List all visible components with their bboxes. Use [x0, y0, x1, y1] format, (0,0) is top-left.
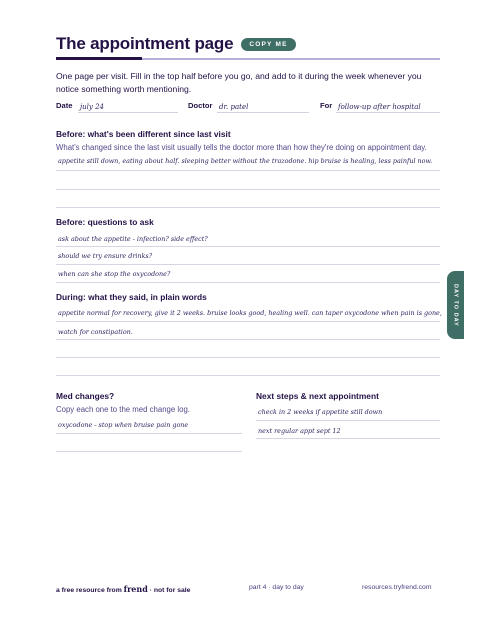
for-field[interactable]: follow-up after hospital	[336, 100, 440, 113]
footer-left	[56, 584, 190, 594]
writing-line	[56, 246, 440, 247]
writing-line	[56, 321, 440, 322]
writing-line	[56, 433, 242, 434]
next-steps-title: Next steps & next appointment	[256, 391, 379, 401]
footer-center: part 4 · day to day	[249, 584, 304, 591]
date-label: Date	[56, 101, 73, 110]
during-entry-2[interactable]: watch for constipation.	[58, 328, 133, 336]
brand-logo: frend	[123, 584, 148, 594]
changed-entry-1[interactable]: appetite still down, eating about half. sleeping better without the trazodone. hip bruise is healing, less painful now.	[58, 157, 433, 165]
next-step-entry-1[interactable]: check in 2 weeks if appetite still down	[258, 408, 383, 416]
changed-section-subtitle: What's changed since the last visit usually tells the doctor more than how they're doing on appointment day.	[56, 143, 427, 152]
page-title: The appointment page	[56, 34, 234, 53]
writing-line	[56, 282, 440, 283]
writing-line	[256, 438, 440, 439]
writing-line	[56, 170, 440, 171]
writing-line	[56, 357, 440, 358]
doctor-label: Doctor	[188, 101, 213, 110]
writing-line	[56, 189, 440, 190]
footer-prefix: a free resource from	[56, 587, 122, 594]
writing-line	[56, 207, 440, 208]
question-entry-2[interactable]: should we try ensure drinks?	[58, 252, 153, 260]
intro-text: One page per visit. Fill in the top half before you go, and add to it during the week whenever you notice something worth mentioning.	[56, 71, 422, 94]
next-step-entry-2[interactable]: next regular appt sept 12	[258, 427, 341, 435]
med-changes-subtitle: Copy each one to the med change log.	[56, 405, 190, 414]
side-tab-label: DAY TO DAY	[452, 283, 459, 327]
writing-line	[56, 451, 242, 452]
doctor-field[interactable]: dr. patel	[217, 100, 309, 113]
med-changes-title: Med changes?	[56, 391, 115, 401]
writing-line	[256, 420, 440, 421]
question-entry-3[interactable]: when can she stop the oxycodone?	[58, 270, 171, 278]
copy-me-badge[interactable]: COPY ME	[241, 38, 295, 51]
questions-section-title: Before: questions to ask	[56, 217, 154, 227]
date-field[interactable]: july 24	[78, 100, 178, 113]
title-rule-dark	[56, 57, 142, 60]
title-row	[56, 34, 296, 54]
during-section-title: During: what they said, in plain words	[56, 292, 207, 302]
question-entry-1[interactable]: ask about the appetite - infection? side effect?	[58, 235, 208, 243]
med-change-entry-1[interactable]: oxycodone - stop when bruise pain gone	[58, 421, 189, 429]
writing-line	[56, 339, 440, 340]
title-rule-light	[142, 58, 440, 60]
writing-line	[56, 375, 440, 376]
for-label: For	[320, 101, 333, 110]
footer-suffix: · not for sale	[149, 587, 191, 594]
writing-line	[56, 264, 440, 265]
changed-section-title: Before: what's been different since last visit	[56, 129, 231, 139]
side-tab-day-to-day[interactable]	[447, 271, 464, 339]
footer-link[interactable]: resources.tryfrend.com	[362, 584, 432, 591]
during-entry-1[interactable]: appetite normal for recovery, give it 2 weeks. bruise looks good, healing well. can taper oxycodone when pain is gone,	[58, 309, 442, 317]
